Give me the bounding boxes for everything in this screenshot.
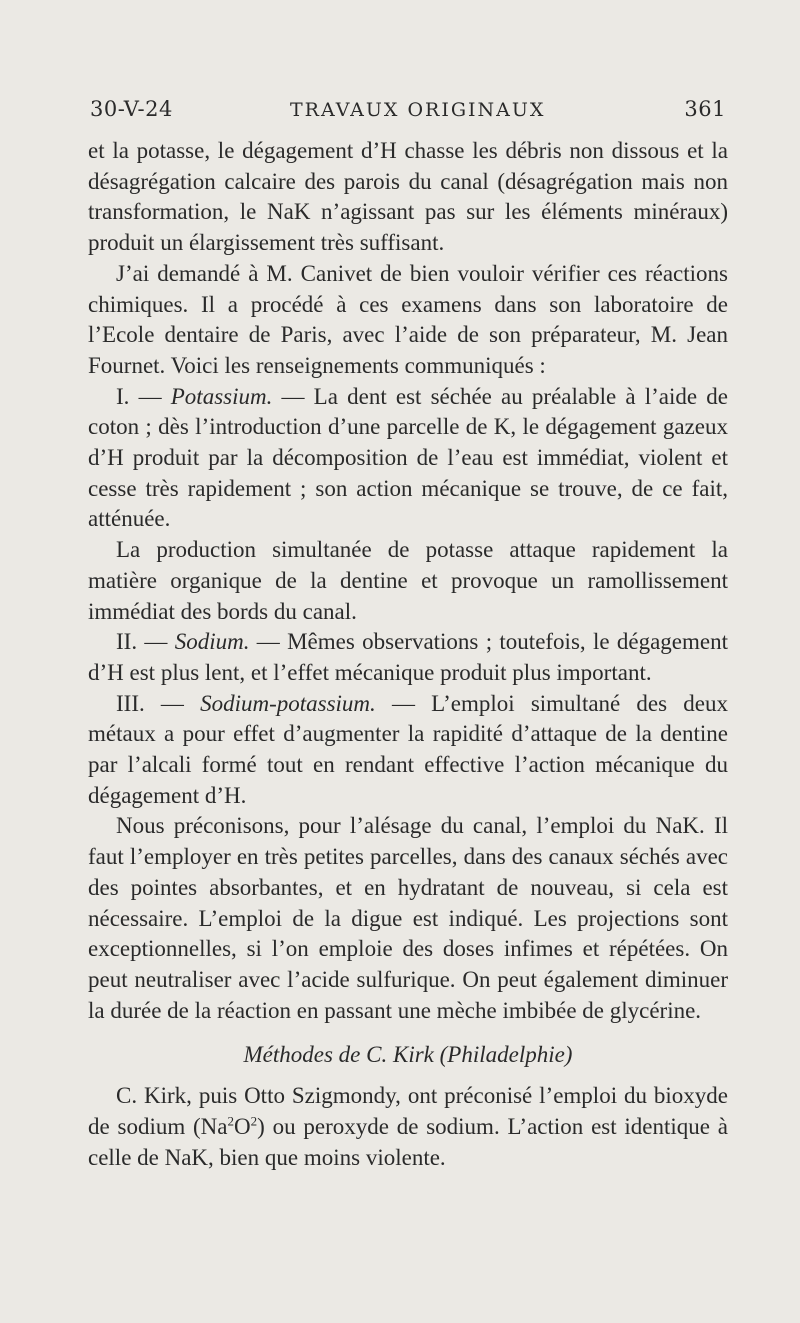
page-number: 361 (684, 97, 726, 121)
paragraph-potassium (88, 382, 728, 536)
body-text (88, 136, 728, 1173)
paragraph-4: La production simultanée de potasse attaque rapidement la matière organique de la dentine et provoque un ramollissement immédiat des bords du canal. (88, 537, 728, 624)
paragraph-sodium (88, 627, 728, 688)
superscript: 2 (227, 1113, 234, 1129)
text-run: C. Kirk, puis Otto Szigmondy, ont préconisé l’emploi du bioxyde de sodium (Na (88, 1083, 728, 1139)
header-section-title: TRAVAUX ORIGINAUX (290, 99, 546, 121)
paragraph-7: Nous préconisons, pour l’alésage du canal, l’emploi du NaK. Il faut l’employer en très petites parcelles, dans des canaux séchés avec des pointes absorbantes, et en hydratant de nouveau, si cela est nécessaire. L’emploi de la digue est indiqué. Les projections sont exceptionnelles, si l’on emploie des doses infimes et répétées. On peut neutraliser avec l’acide sulfurique. On peut également diminuer la durée de la réaction en passant une mèche imbibée de glycérine. (88, 813, 728, 1023)
item-number: I. — (116, 383, 171, 409)
text-run: O (234, 1113, 251, 1139)
superscript: 2 (250, 1113, 258, 1129)
running-header (90, 97, 726, 131)
item-number: III. — (116, 690, 201, 716)
item-number: II. — (116, 629, 175, 655)
item-label-sodium: Sodium. (174, 629, 250, 655)
item-text: — La dent est séchée au préalable à l’aide de coton ; dès l’introduction d’une parcelle de K, le dégagement gazeux d’H produit par la décomposition de l’eau est immédiat, violent et cesse très rapidement ; son action mécanique se trouve, de ce fait, atténuée. (88, 383, 728, 532)
text-run: ) ou peroxyde de sodium. L’action est identique à celle de NaK, bien que moins violente. (88, 1113, 728, 1170)
item-label-sodium-potassium: Sodium-potassium. (200, 690, 376, 716)
item-text: — L’emploi simultané des deux métaux a pour effet d’augmenter la rapidité d’attaque de la dentine par l’alcali formé tout en rendant effective l’action mécanique du dégagement d’H. (88, 690, 728, 808)
item-label-potassium: Potassium. (170, 383, 273, 409)
paragraph-sodium-potassium (88, 689, 728, 812)
item-text: — Mêmes observations ; toutefois, le dégagement d’H est plus lent, et l’effet mécanique produit plus important. (88, 629, 729, 685)
paragraph-1: et la potasse, le dégagement d’H chasse les débris non dissous et la désagrégation calcaire des parois du canal (désagrégation mais non transformation, le NaK n’agissant pas sur les éléments minéraux) produit un élargissement très suffisant. (88, 138, 728, 256)
section-subheading: Méthodes de C. Kirk (Philadelphie) (243, 1042, 573, 1068)
paragraph-8 (88, 1081, 728, 1173)
paragraph-2: J’ai demandé à M. Canivet de bien vouloir vérifier ces réactions chimiques. Il a procédé à ces examens dans son laboratoire de l’Ecole dentaire de Paris, avec l’aide de son préparateur, M. Jean Fournet. Voici les renseignements communiqués : (88, 260, 728, 378)
header-date: 30-V-24 (90, 97, 173, 121)
